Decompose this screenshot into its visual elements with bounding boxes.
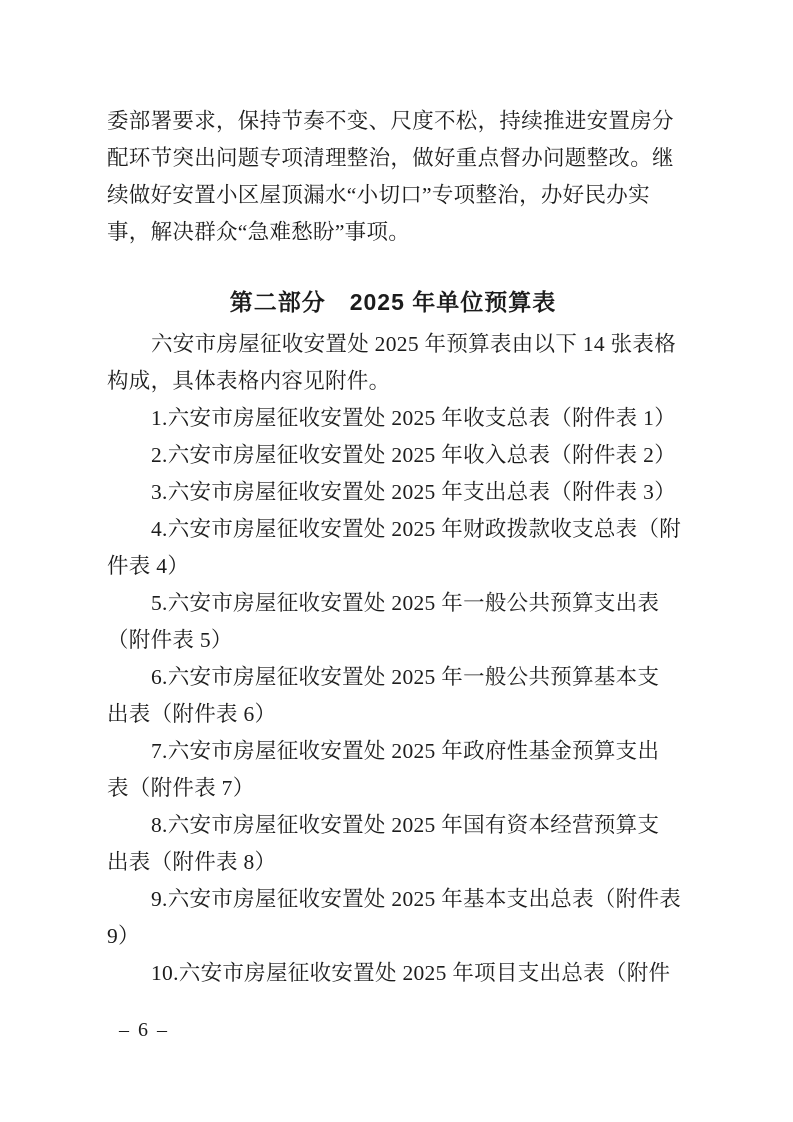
list-item-line: 表（附件表 7） xyxy=(107,776,255,800)
paragraph-line: 六安市房屋征收安置处 2025 年预算表由以下 14 张表格 xyxy=(151,332,677,356)
list-item-line: 9） xyxy=(107,924,140,948)
paragraph-line: 事，解决群众“急难愁盼”事项。 xyxy=(107,220,411,244)
section-heading: 第二部分 2025 年单位预算表 xyxy=(229,289,557,315)
page-number: – 6 – xyxy=(119,1019,169,1041)
list-item-line: 2.六安市房屋征收安置处 2025 年收入总表（附件表 2） xyxy=(151,443,677,467)
document-body xyxy=(107,103,682,992)
list-item-line: 9.六安市房屋征收安置处 2025 年基本支出总表（附件表 xyxy=(151,887,682,911)
list-item-line: 4.六安市房屋征收安置处 2025 年财政拨款收支总表（附 xyxy=(151,517,682,541)
list-item-line: （附件表 5） xyxy=(107,628,233,652)
paragraph-line: 配环节突出问题专项清理整治，做好重点督办问题整改。继 xyxy=(107,146,674,170)
list-item-line: 10.六安市房屋征收安置处 2025 年项目支出总表（附件 xyxy=(151,961,671,985)
list-item-line: 3.六安市房屋征收安置处 2025 年支出总表（附件表 3） xyxy=(151,480,677,504)
list-item-line: 1.六安市房屋征收安置处 2025 年收支总表（附件表 1） xyxy=(151,406,677,430)
list-item-line: 出表（附件表 8） xyxy=(107,850,277,874)
paragraph-line: 续做好安置小区屋顶漏水“小切口”专项整治，办好民办实 xyxy=(107,183,650,207)
list-item-line: 8.六安市房屋征收安置处 2025 年国有资本经营预算支 xyxy=(151,813,660,837)
paragraph-line: 委部署要求，保持节奏不变、尺度不松，持续推进安置房分 xyxy=(107,109,674,133)
list-item-line: 5.六安市房屋征收安置处 2025 年一般公共预算支出表 xyxy=(151,591,660,615)
list-item-line: 6.六安市房屋征收安置处 2025 年一般公共预算基本支 xyxy=(151,665,660,689)
list-item-line: 出表（附件表 6） xyxy=(107,702,277,726)
list-item-line: 件表 4） xyxy=(107,554,190,578)
paragraph-line: 构成，具体表格内容见附件。 xyxy=(107,369,391,393)
list-item-line: 7.六安市房屋征收安置处 2025 年政府性基金预算支出 xyxy=(151,739,660,763)
